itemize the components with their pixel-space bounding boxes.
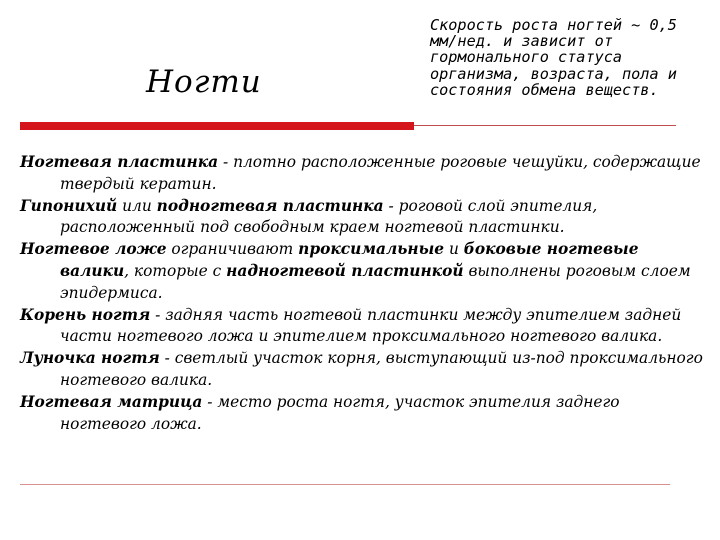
term: Гипонихий [20,196,118,215]
description: - задняя часть ногтевой пластинки между эпителием задней части ногтевого ложа и эпителием проксимального ногтевого валика. [60,305,682,346]
term: Луночка ногтя [20,349,160,368]
definition-nail-bed [20,239,710,304]
term: Корень ногтя [20,305,151,324]
description: - место роста ногтя, участок эпителия заднего ногтевого ложа. [60,392,620,433]
definition-nail-matrix [20,392,710,436]
definition-nail-root [20,305,710,349]
term: надногтевой пластинкой [226,261,464,280]
term: подногтевая пластинка [156,196,384,215]
term: Ногтевая пластинка [20,153,219,171]
growth-rate-note: Скорость роста ногтей ~ 0,5 мм/нед. и зависит от гормонального статуса организма, возраста, пола и состояния обмена веществ. [430,16,677,99]
connector: и [444,240,464,259]
term: проксимальные [298,240,445,259]
definitions-list [20,152,710,435]
footer-divider-line [20,484,670,485]
title-accent-bar [20,122,414,130]
term: боковые ногтевые валики [60,240,639,280]
description: - светлый участок корня, выступающий из-под проксимального ногтевого валика. [60,349,703,389]
connector: или [117,196,157,215]
header-divider-line [414,125,676,126]
definition-nail-plate [20,152,710,196]
definition-hyponychium [20,196,710,240]
description: выполнены роговым слоем эпидермиса. [60,261,691,302]
description: - плотно расположенные роговые чешуйки, содержащие твердый кератин. [60,153,701,193]
term: Ногтевое ложе [20,240,167,259]
connector: , которые с [124,261,227,280]
slide-title: Ногти [146,64,262,100]
description: - роговой слой эпителия, расположенный под свободным краем ногтевой пластинки. [60,196,598,237]
connector: ограничивают [166,240,299,259]
term: Ногтевая матрица [20,392,203,411]
definition-lunula [20,348,710,392]
